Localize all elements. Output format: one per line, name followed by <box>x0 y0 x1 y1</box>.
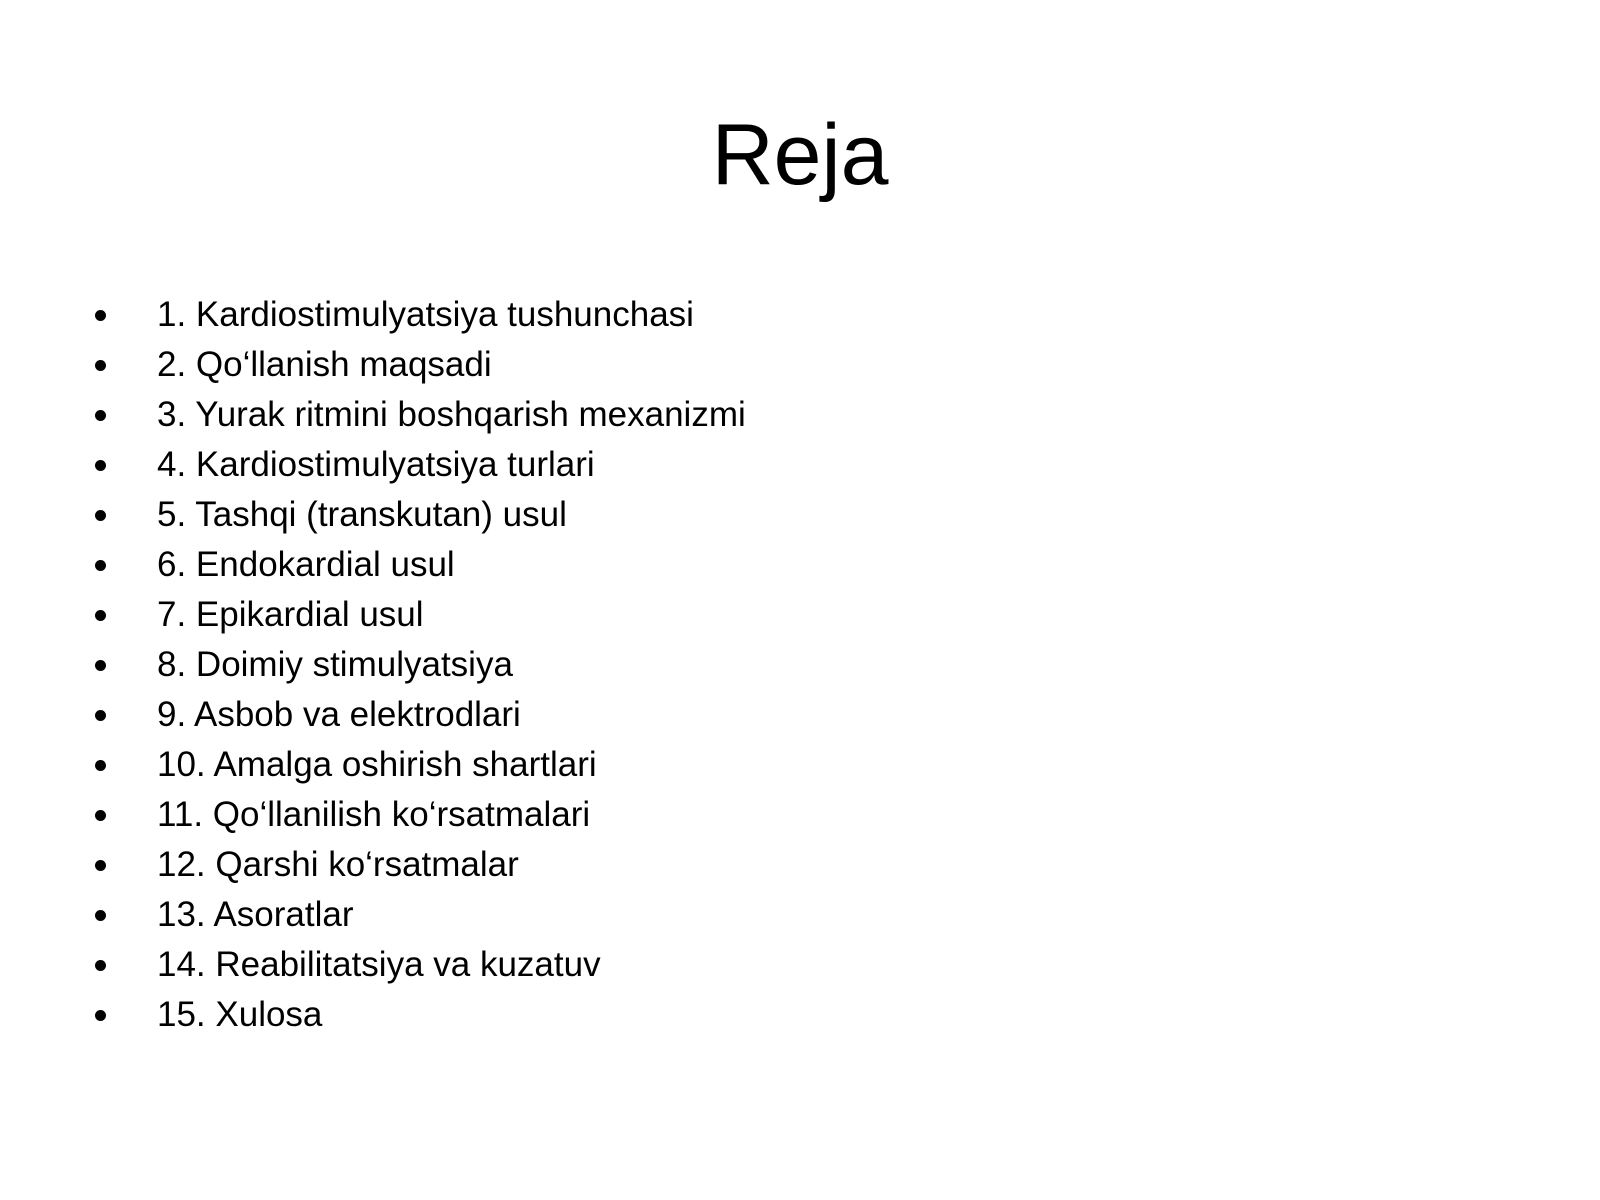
list-item <box>95 990 746 1040</box>
list-item <box>95 690 746 740</box>
list-item-text: 2. Qo‘llanish maqsadi <box>157 345 492 384</box>
list-item <box>95 890 746 940</box>
list-item <box>95 590 746 640</box>
list-item-text: 1. Kardiostimulyatsiya tushunchasi <box>157 295 694 334</box>
bullet-icon <box>95 360 106 371</box>
list-item-text: 8. Doimiy stimulyatsiya <box>157 645 513 684</box>
bullet-icon <box>95 760 106 771</box>
list-item <box>95 790 746 840</box>
list-item-text: 11. Qo‘llanilish ko‘rsatmalari <box>157 795 591 834</box>
agenda-list <box>95 290 746 1040</box>
list-item-text: 4. Kardiostimulyatsiya turlari <box>157 445 595 484</box>
bullet-icon <box>95 1010 106 1021</box>
list-item-text: 5. Tashqi (transkutan) usul <box>157 495 567 534</box>
list-item <box>95 290 746 340</box>
bullet-icon <box>95 860 106 871</box>
bullet-icon <box>95 610 106 621</box>
list-item-text: 13. Asoratlar <box>157 895 354 934</box>
list-item <box>95 440 746 490</box>
list-item <box>95 940 746 990</box>
list-item <box>95 640 746 690</box>
list-item-text: 9. Asbob va elektrodlari <box>157 695 521 734</box>
bullet-icon <box>95 310 106 321</box>
list-item-text: 7. Epikardial usul <box>157 595 424 634</box>
list-item-text: 14. Reabilitatsiya va kuzatuv <box>157 945 601 984</box>
bullet-icon <box>95 960 106 971</box>
bullet-icon <box>95 660 106 671</box>
bullet-icon <box>95 510 106 521</box>
bullet-icon <box>95 910 106 921</box>
bullet-icon <box>95 810 106 821</box>
bullet-icon <box>95 460 106 471</box>
list-item <box>95 540 746 590</box>
bullet-icon <box>95 710 106 721</box>
slide-title: Reja <box>711 107 889 203</box>
bullet-icon <box>95 560 106 571</box>
list-item <box>95 740 746 790</box>
list-item <box>95 340 746 390</box>
list-item-text: 10. Amalga oshirish shartlari <box>157 745 597 784</box>
list-item-text: 3. Yurak ritmini boshqarish mexanizmi <box>157 395 746 434</box>
list-item-text: 6. Endokardial usul <box>157 545 455 584</box>
list-item <box>95 490 746 540</box>
list-item <box>95 390 746 440</box>
bullet-icon <box>95 410 106 421</box>
list-item-text: 15. Xulosa <box>157 995 323 1034</box>
list-item-text: 12. Qarshi ko‘rsatmalar <box>157 845 519 884</box>
list-item <box>95 840 746 890</box>
